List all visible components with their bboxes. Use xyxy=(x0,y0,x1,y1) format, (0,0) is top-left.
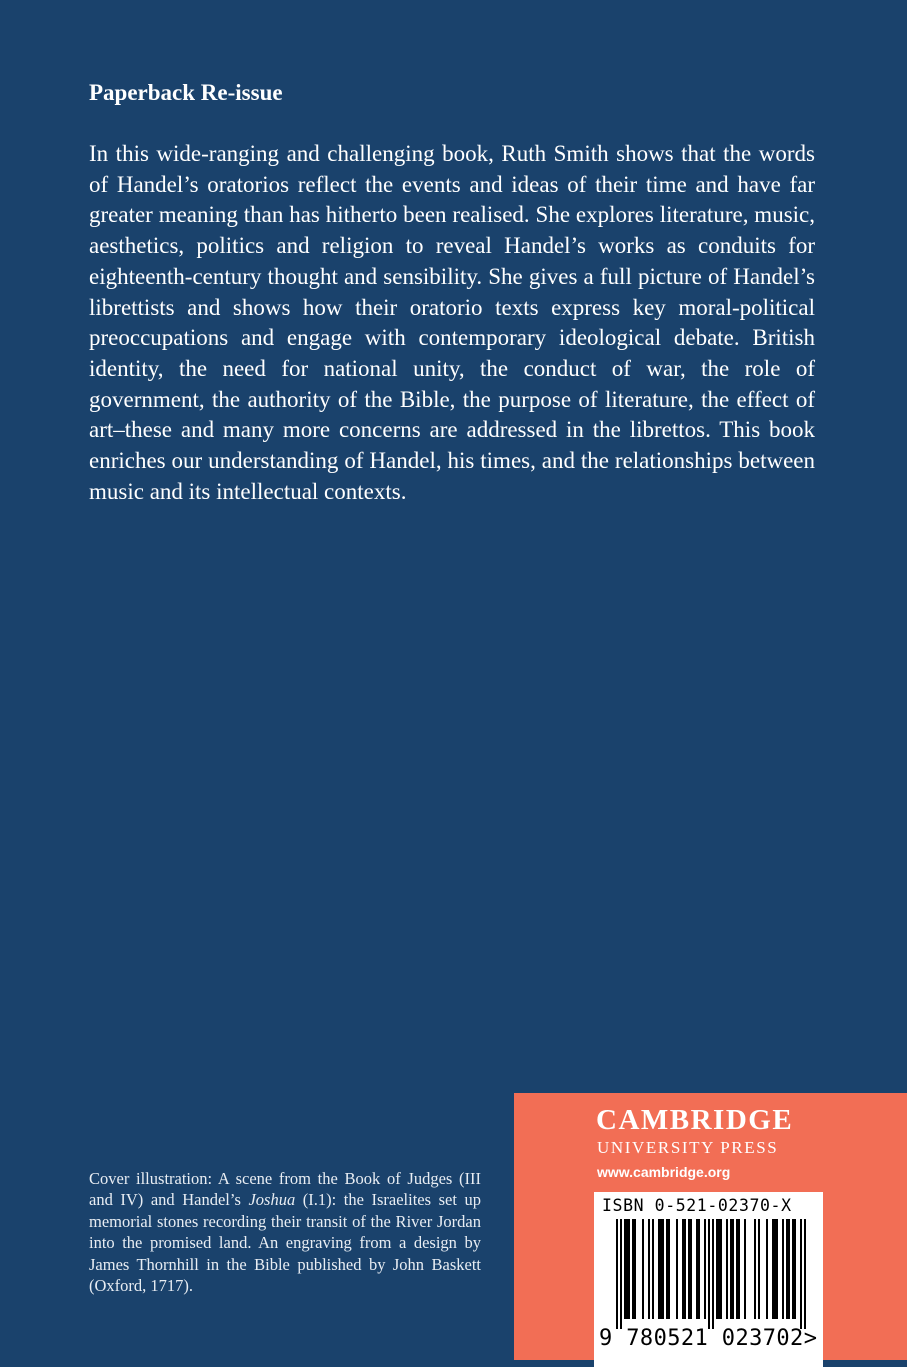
barcode-bar xyxy=(730,1219,734,1319)
caption-work-title: Joshua xyxy=(248,1190,296,1210)
barcode-bar xyxy=(658,1219,664,1319)
barcode-digits xyxy=(599,1326,817,1351)
barcode-bar xyxy=(772,1219,778,1319)
barcode-number: 9 780521 023702 xyxy=(599,1326,804,1351)
edition-heading: Paperback Re-issue xyxy=(89,80,283,105)
barcode-bar xyxy=(716,1219,722,1319)
publisher-name: CAMBRIDGE xyxy=(596,1104,794,1136)
barcode-bar xyxy=(708,1219,710,1329)
barcode-bar xyxy=(754,1219,756,1319)
barcode-bar xyxy=(736,1219,740,1319)
barcode-bar xyxy=(688,1219,692,1319)
barcode-bar xyxy=(792,1219,796,1319)
barcode-bar xyxy=(624,1219,630,1319)
barcode-bar xyxy=(804,1219,806,1329)
barcode-bar xyxy=(758,1219,760,1319)
barcode-bar xyxy=(712,1219,714,1329)
publisher-panel xyxy=(514,1093,907,1360)
barcode-bar xyxy=(682,1219,686,1319)
barcode-bars xyxy=(602,1219,814,1329)
caption-text-end: (I.1): the Israelites set up memorial stones recording their transit of the River Jordan into the promised land. An engraving from a design by James Thornhill in the Bible published by John Baskett (Oxford, 1717). xyxy=(89,1190,481,1296)
barcode-bar xyxy=(632,1219,636,1319)
barcode-bar xyxy=(616,1219,618,1329)
cover-illustration-caption xyxy=(89,1168,481,1296)
caption-text-start: Cover illustration: A scene from the Book of Judges (III and IV) and Handel’s xyxy=(89,1169,481,1210)
barcode-bar xyxy=(704,1219,706,1319)
barcode-bar xyxy=(620,1219,622,1329)
book-description: In this wide-ranging and challenging book, Ruth Smith shows that the words of Handel’s oratorios reflect the events and ideas of their time and have far greater meaning than has hitherto been realised. She explores literature, music, aesthetics, politics and religion to reveal Handel’s works as conduits for eighteenth-century thought and sensibility. She gives a full picture of Handel’s librettists and shows how their oratorio texts express key moral-political preoccupations and engage with contemporary ideological debate. British identity, the need for national unity, the conduct of war, the role of government, the authority of the Bible, the purpose of literature, the effect of art–these and many more concerns are addressed in the librettos. This book enriches our understanding of Handel, his times, and the relationships between music and its intellectual contexts. xyxy=(89,141,815,504)
barcode-end-mark: > xyxy=(803,1326,818,1351)
barcode-bar xyxy=(744,1219,746,1319)
barcode-bar xyxy=(696,1219,700,1319)
barcode-bar xyxy=(642,1219,644,1319)
barcode-bar xyxy=(666,1219,670,1319)
barcode-bar xyxy=(800,1219,802,1329)
publisher-url[interactable]: www.cambridge.org xyxy=(597,1164,731,1180)
barcode-box xyxy=(594,1192,823,1367)
barcode-bar xyxy=(676,1219,678,1319)
isbn-label: ISBN 0-521-02370-X xyxy=(602,1196,792,1215)
barcode-bar xyxy=(648,1219,650,1319)
barcode-bar xyxy=(782,1219,784,1319)
publisher-subtitle: UNIVERSITY PRESS xyxy=(597,1138,779,1157)
barcode-bar xyxy=(652,1219,654,1319)
barcode-bar xyxy=(786,1219,790,1319)
barcode-bar xyxy=(766,1219,768,1319)
barcode-bar xyxy=(726,1219,728,1319)
